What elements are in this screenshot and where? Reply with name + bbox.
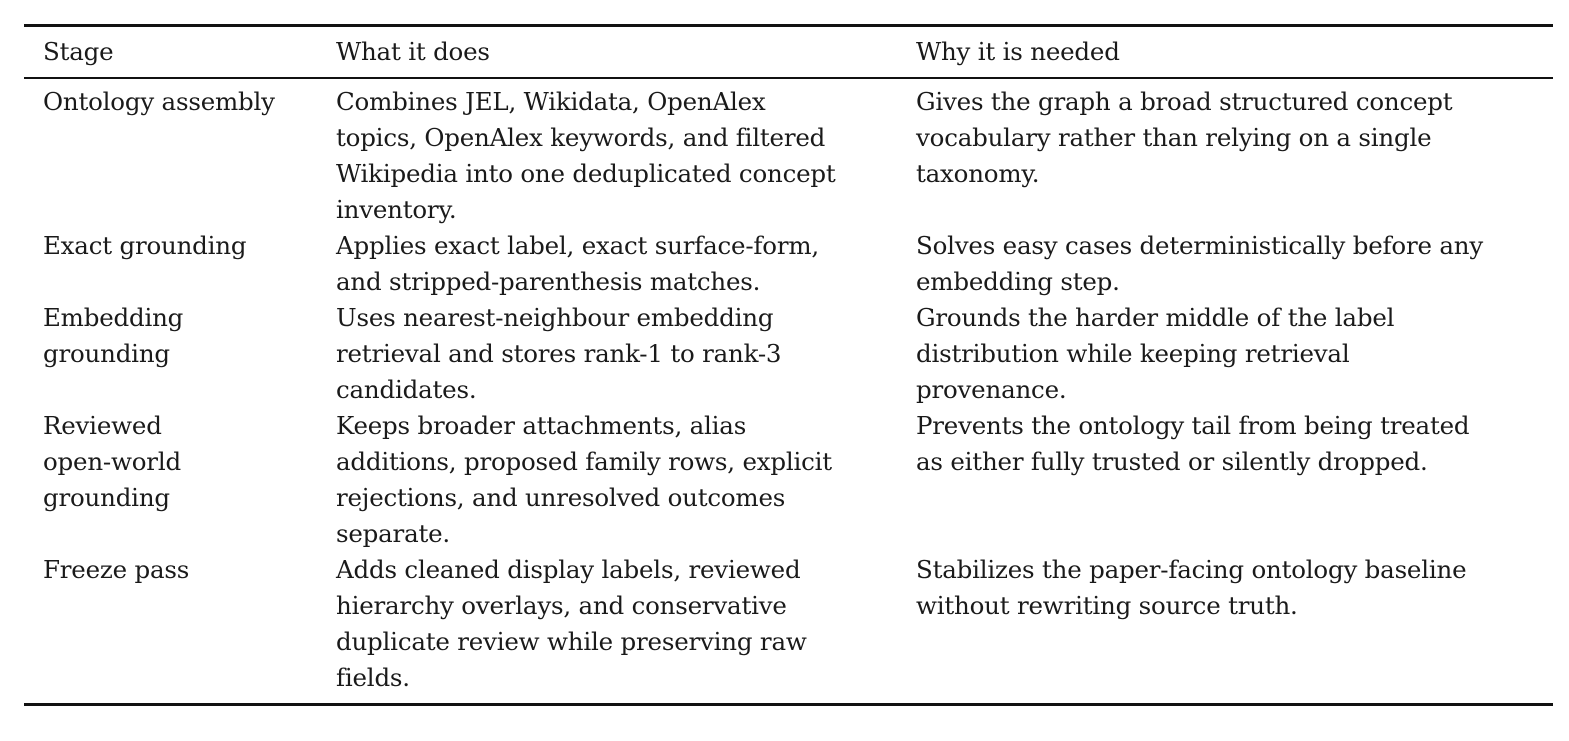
what-line: Uses nearest-neighbour embedding <box>336 303 774 332</box>
stage-line: grounding <box>43 339 170 368</box>
what-cell <box>336 84 916 228</box>
what-line: retrieval and stores rank-1 to rank-3 <box>336 339 782 368</box>
why-line: as either fully trusted or silently dropped. <box>916 447 1428 476</box>
what-line: Adds cleaned display labels, reviewed <box>336 555 801 584</box>
why-cell <box>916 300 1553 408</box>
why-cell <box>916 84 1553 228</box>
why-line: vocabulary rather than relying on a single <box>916 123 1432 152</box>
what-line: candidates. <box>336 375 477 404</box>
why-line: Prevents the ontology tail from being treated <box>916 411 1470 440</box>
header-why-needed: Why it is needed <box>916 37 1120 66</box>
what-line: Applies exact label, exact surface-form, <box>336 231 819 260</box>
why-line: Grounds the harder middle of the label <box>916 303 1395 332</box>
what-line: topics, OpenAlex keywords, and filtered <box>336 123 826 152</box>
table-body <box>24 79 1553 703</box>
what-line: inventory. <box>336 195 457 224</box>
what-line: rejections, and unresolved outcomes <box>336 483 786 512</box>
why-cell <box>916 552 1553 696</box>
header-stage: Stage <box>43 37 114 66</box>
what-line: hierarchy overlays, and conservative <box>336 591 787 620</box>
what-line: separate. <box>336 519 451 548</box>
table-row <box>24 300 1553 408</box>
stage-cell <box>24 552 336 696</box>
what-line: Combines JEL, Wikidata, OpenAlex <box>336 87 766 116</box>
stage-cell <box>24 84 336 228</box>
what-line: additions, proposed family rows, explicit <box>336 447 832 476</box>
why-cell <box>916 228 1553 300</box>
why-line: without rewriting source truth. <box>916 591 1298 620</box>
what-line: Wikipedia into one deduplicated concept <box>336 159 836 188</box>
why-cell <box>916 408 1553 552</box>
table-row <box>24 84 1553 228</box>
why-line: Stabilizes the paper-facing ontology baseline <box>916 555 1467 584</box>
why-line: provenance. <box>916 375 1067 404</box>
what-line: fields. <box>336 663 410 692</box>
what-line: and stripped-parenthesis matches. <box>336 267 761 296</box>
stage-line: open-world <box>43 447 181 476</box>
why-line: embedding step. <box>916 267 1120 296</box>
header-what-it-does: What it does <box>336 37 490 66</box>
table-row <box>24 408 1553 552</box>
what-line: duplicate review while preserving raw <box>336 627 807 656</box>
why-line: distribution while keeping retrieval <box>916 339 1350 368</box>
stage-cell <box>24 408 336 552</box>
table-row <box>24 552 1553 696</box>
stage-cell <box>24 300 336 408</box>
what-cell <box>336 552 916 696</box>
stage-line: Embedding <box>43 303 184 332</box>
stage-cell <box>24 228 336 300</box>
what-line: Keeps broader attachments, alias <box>336 411 747 440</box>
stage-line: Ontology assembly <box>43 87 275 116</box>
stage-line: Reviewed <box>43 411 162 440</box>
what-cell <box>336 300 916 408</box>
why-line: Solves easy cases deterministically before any <box>916 231 1483 260</box>
what-cell <box>336 228 916 300</box>
stage-line: Exact grounding <box>43 231 247 260</box>
what-cell <box>336 408 916 552</box>
pipeline-stages-table <box>24 24 1553 706</box>
why-line: Gives the graph a broad structured concept <box>916 87 1453 116</box>
table-header-row <box>24 27 1553 77</box>
bottom-rule <box>24 703 1553 706</box>
table-row <box>24 228 1553 300</box>
stage-line: grounding <box>43 483 170 512</box>
stage-line: Freeze pass <box>43 555 190 584</box>
why-line: taxonomy. <box>916 159 1040 188</box>
